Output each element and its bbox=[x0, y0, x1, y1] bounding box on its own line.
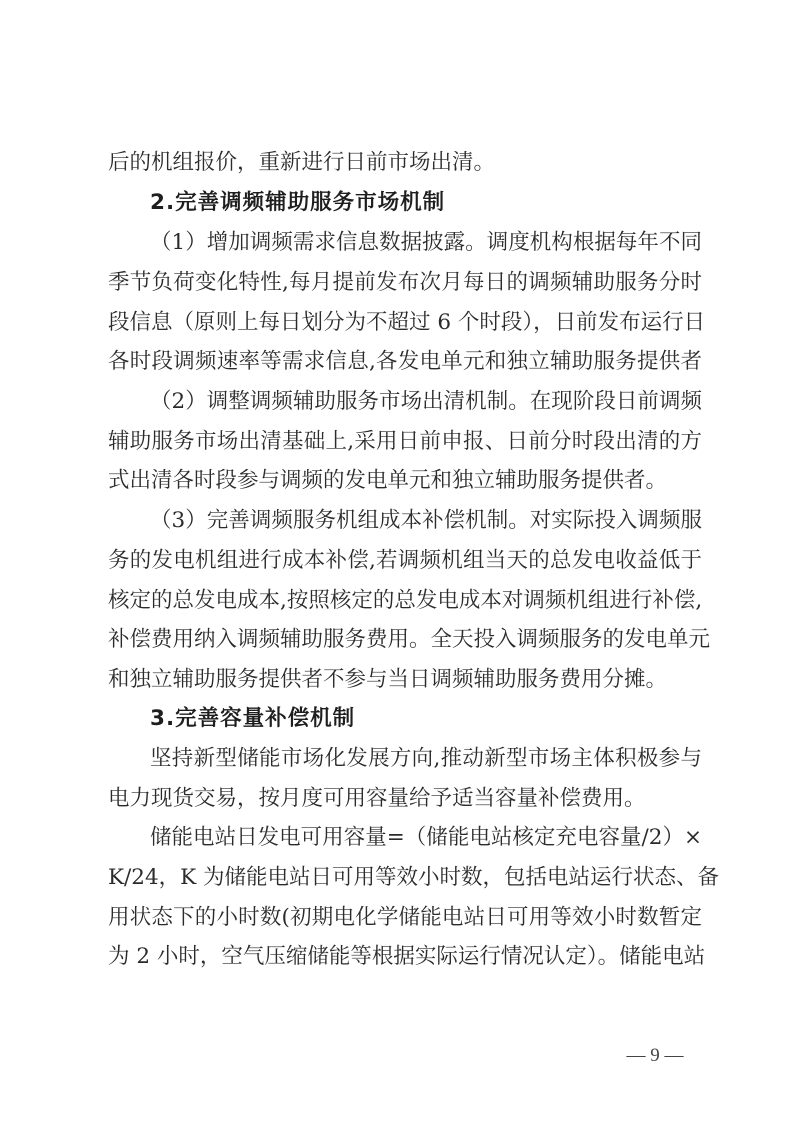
paragraph-line: 后的机组报价，重新进行日前市场出清。 bbox=[108, 150, 496, 175]
paragraph-line: 补偿费用纳入调频辅助服务费用。全天投入调频服务的发电单元 bbox=[108, 627, 711, 652]
page-number: — 9 — bbox=[626, 1045, 684, 1066]
paragraph-line: 辅助服务市场出清基础上,采用日前申报、日前分时段出清的方 bbox=[108, 429, 702, 454]
paragraph-line: 季节负荷变化特性,每月提前发布次月每日的调频辅助服务分时 bbox=[108, 270, 702, 295]
section-heading-2: 2.完善调频辅助服务市场机制 bbox=[150, 190, 446, 215]
paragraph-line: K/24，K 为储能电站日可用等效小时数，包括电站运行状态、备 bbox=[108, 865, 720, 890]
paragraph-line: 为 2 小时，空气压缩储能等根据实际运行情况认定）。储能电站 bbox=[108, 944, 706, 969]
paragraph-line: 核定的总发电成本,按照核定的总发电成本对调频机组进行补偿, bbox=[108, 588, 703, 613]
paragraph-line: 电力现货交易，按月度可用容量给予适当容量补偿费用。 bbox=[108, 786, 646, 811]
paragraph-line: 式出清各时段参与调频的发电单元和独立辅助服务提供者。 bbox=[108, 468, 668, 493]
section-heading-3: 3.完善容量补偿机制 bbox=[150, 706, 356, 731]
paragraph-line: 务的发电机组进行成本补偿,若调频机组当天的总发电收益低于 bbox=[108, 548, 702, 573]
paragraph-line: （1）增加调频需求信息数据披露。调度机构根据每年不同 bbox=[150, 230, 702, 255]
paragraph-line: 用状态下的小时数(初期电化学储能电站日可用等效小时数暂定 bbox=[108, 905, 702, 930]
paragraph-line: 段信息（原则上每日划分为不超过 6 个时段），日前发布运行日 bbox=[108, 310, 706, 335]
paragraph-line: 储能电站日发电可用容量=（储能电站核定充电容量/2）× bbox=[150, 825, 702, 850]
paragraph-line: 坚持新型储能市场化发展方向,推动新型市场主体积极参与 bbox=[150, 746, 702, 771]
paragraph-line: 和独立辅助服务提供者不参与当日调频辅助服务费用分摊。 bbox=[108, 667, 668, 692]
paragraph-line: （3）完善调频服务机组成本补偿机制。对实际投入调频服 bbox=[150, 508, 702, 533]
paragraph-line: 各时段调频速率等需求信息,各发电单元和独立辅助服务提供者 bbox=[108, 349, 702, 374]
paragraph-line: （2）调整调频辅助服务市场出清机制。在现阶段日前调频 bbox=[150, 389, 702, 414]
